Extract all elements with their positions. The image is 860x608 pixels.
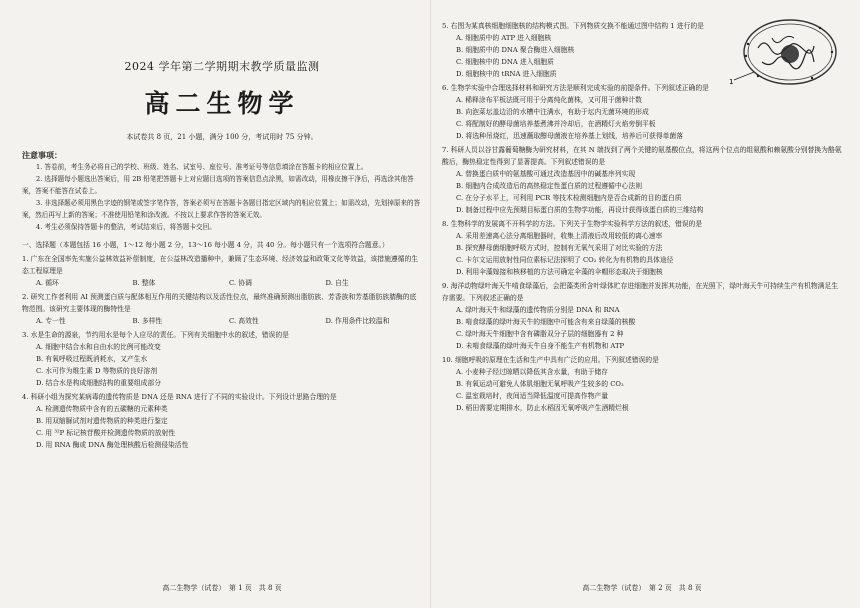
- option-a: A. 绿叶海天牛和绿藻的遗传物质分别是 DNA 和 RNA: [456, 306, 620, 314]
- option-a: A. 检测遗传物质中含有的五碳糖的元素种类: [36, 405, 168, 413]
- page-footer: 高二生物学（试卷） 第 1 页 共 8 页: [162, 584, 282, 592]
- option-d: D. 作用条件比较温和: [325, 317, 390, 325]
- option-d: D. 用 RNA 酶或 DNA 酶处理核酸后检测侵染活性: [36, 441, 189, 449]
- exam-title: 2024 学年第二学期期末教学质量监测: [124, 60, 320, 73]
- note-item: 2. 选择题每小题选出答案后，用 2B 铅笔把答题卡上对应题目选项的答案信息点涂黑，如需改动，用橡皮擦干净后，再选涂其他答案，答案不能答在试卷上。: [22, 175, 414, 195]
- option-d: D. 自生: [325, 279, 349, 287]
- option-d: D. 制备过程中应先预期目标蛋白质的生物学功能，再设计获得该蛋白质的三维结构: [456, 206, 704, 214]
- option-a: A. 专一性: [36, 317, 66, 325]
- question-9: 9. 海洋动物绿叶海天牛啃食绿藻后，会把藻类所含叶绿体贮存进细胞并发挥其功能，在光照下，绿叶海天牛可持续生产有机物满足生存需要。下列叙述正确的是: [442, 282, 839, 302]
- option-c: C. 卡尔文运用放射性同位素标记法探明了 CO₂ 转化为有机物的具体途径: [456, 256, 674, 264]
- option-a: A. 稀释涂布平板法既可用于分离纯化菌株，又可用于菌种计数: [456, 96, 642, 104]
- option-a: A. 循环: [36, 279, 59, 287]
- option-a: A. 替换蛋白质中的氨基酸可通过改造基因中的碱基序列实现: [456, 170, 636, 178]
- page-1: [22, 18, 422, 593]
- question-1-options: [22, 277, 422, 289]
- option-b: B. 用双缩脲试剂对遗传物质的种类进行鉴定: [36, 417, 168, 425]
- option-b: B. 整体: [132, 279, 156, 287]
- option-b: B. 啃食绿藻的绿叶海天牛的细胞中可能含有来自绿藻的核酸: [456, 318, 636, 326]
- option-d: D. 细胞核中的 tRNA 进入细胞质: [456, 70, 557, 78]
- section-heading: 一、选择题（本题包括 16 小题，1～12 每小题 2 分，13～16 每小题 4 分，共 40 分。每小题只有一个选项符合题意。）: [22, 241, 389, 249]
- question-10: 10. 细胞呼吸的原理在生活和生产中具有广泛的应用。下列叙述错误的是: [442, 356, 659, 364]
- option-b: B. 细胞质中的 DNA 聚合酶进入细胞核: [456, 46, 575, 54]
- note-item: 3. 非选择题必须用黑色字迹的钢笔或签字笔作答，答案必须写在答题卡各题目指定区域内的相应位置上；如需改动，先划掉原来的答案，然后再写上新的答案；不准使用铅笔和涂改液。不按以上要求作答的答案无效。: [22, 199, 421, 219]
- question-2-options: [22, 315, 422, 327]
- option-c: C. 高效性: [229, 317, 259, 325]
- option-c: C. 水可作为维生素 D 等物质的良好溶剂: [36, 367, 158, 375]
- option-b: B. 多样性: [132, 317, 163, 325]
- option-d: D. 稻田需要定期排水，防止水稻因无氧呼吸产生酒精烂根: [456, 404, 629, 412]
- option-b: B. 有氧运动可避免人体肌细胞无氧呼吸产生较多的 CO₂: [456, 380, 624, 388]
- option-c: C. 绿叶海天牛细胞中含有磷脂双分子层的细胞器有 2 种: [456, 330, 624, 338]
- option-a: A. 细胞中结合水和自由水的比例可能改变: [36, 343, 161, 351]
- nucleus-diagram: [728, 18, 838, 90]
- option-d: D. 利用伞藻嫁接和核移植的方法可确定伞藻的伞帽形态取决于细胞核: [456, 268, 663, 276]
- option-b: B. 探究酵母菌细胞呼吸方式时，控制有无氧气采用了对比实验的方法: [456, 244, 663, 252]
- option-c: C. 在分子水平上，可利用 PCR 等技术检测细胞内是否合成新的目的蛋白质: [456, 194, 682, 202]
- question-2: 2. 研究工作者利用 AI 预测蛋白质与配体相互作用的关键结构以及活性位点，最终准确预测出脂肪族、芳香族和芳基脂肪族腈酶的底物范围。该研究主要体现的酶特性是: [22, 293, 417, 313]
- question-7: 7. 科研人员以谷甘露葡萄糖酶为研究材料，在其 N 端找到了两个关键的氨基酸位点，将这两个位点的组氨酸和赖氨酸分别替换为酪氨酸后，酶热稳定性得到了显著提高。下列叙述错误的是: [442, 146, 842, 166]
- note-item: 1. 答卷前，考生务必将自己的学校、班级、姓名、试室号、座位号、准考证号等信息填涂在答题卡的相应位置上。: [36, 163, 368, 171]
- page-footer: 高二生物学（试卷） 第 2 页 共 8 页: [582, 584, 702, 592]
- question-6: 6. 生物学实验中合理选择材料和研究方法是顺利完成实验的前提条件。下列叙述正确的是: [442, 84, 709, 92]
- option-c: C. 将配制好的酵母菌培养基煮沸并冷却后，在酒精灯火焰旁倒平板: [456, 120, 656, 128]
- notes-title: 注意事项：: [22, 151, 62, 160]
- option-b: B. 向泡菜坛盖边沿的水槽中注满水，有助于坛内无菌环境的形成: [456, 108, 649, 116]
- subject-title: 高二生物学: [144, 89, 300, 118]
- option-b: B. 有氧呼吸过程既消耗水，又产生水: [36, 355, 148, 363]
- question-5: 5. 右图为某真核细胞细胞核的结构模式图。下列物质交换不能通过图中结构 1 进行的是: [442, 22, 704, 30]
- option-c: C. 用 ³²P 标记核苷酸并检测遗传物质的放射性: [36, 429, 176, 437]
- option-a: A. 采用差速离心法分离细胞器时，收集上清液后改用较低的离心速率: [456, 232, 663, 240]
- option-c: C. 温室栽培时，夜间适当降低温度可提高作物产量: [456, 392, 609, 400]
- option-c: C. 协调: [229, 279, 252, 287]
- question-4: 4. 科研小组为探究某病毒的遗传物质是 DNA 还是 RNA 进行了不同的实验设计。下列设计思路合理的是: [22, 393, 337, 401]
- option-a: A. 细胞质中的 ATP 进入细胞核: [456, 34, 552, 42]
- exam-meta: 本试卷共 8 页，21 小题，满分 100 分，考试用时 75 分钟。: [126, 133, 318, 141]
- question-1: 1. 广东在全国率先实施公益林效益补偿制度，在公益林改造播种中，兼顾了生态环境、经济效益和政策文化等效益，该措施遵循的生态工程原理是: [22, 255, 419, 275]
- option-d: D. 结合水是构成细胞结构的重要组成部分: [36, 379, 162, 387]
- figure-label: 1: [729, 78, 734, 86]
- page-fold-divider: [430, 0, 431, 608]
- question-3: 3. 水是生命的源泉，节约用水是每个人应尽的责任。下列有关细胞中水的叙述，错误的是: [22, 331, 289, 339]
- option-b: B. 细胞内合成改造后的高热稳定性蛋白质的过程遵循中心法则: [456, 182, 643, 190]
- option-a: A. 小麦种子经过晾晒以降低其含水量，有助于储存: [456, 368, 608, 376]
- page-2: [442, 18, 842, 593]
- question-8: 8. 生物科学的发展离不开科学的方法。下列关于生物学实验科学方法的叙述，错误的是: [442, 220, 703, 228]
- option-d: D. 未啃食绿藻的绿叶海天牛自身不能生产有机物和 ATP: [456, 342, 625, 350]
- option-c: C. 细胞核中的 DNA 进入细胞质: [456, 58, 554, 66]
- note-item: 4. 考生必须保持答题卡的整洁，考试结束后，将答题卡交回。: [36, 223, 216, 231]
- option-d: D. 将选种吊烧红，迅速蘸取醇母菌液在培养基上划线，培养后可获得单菌落: [456, 132, 684, 140]
